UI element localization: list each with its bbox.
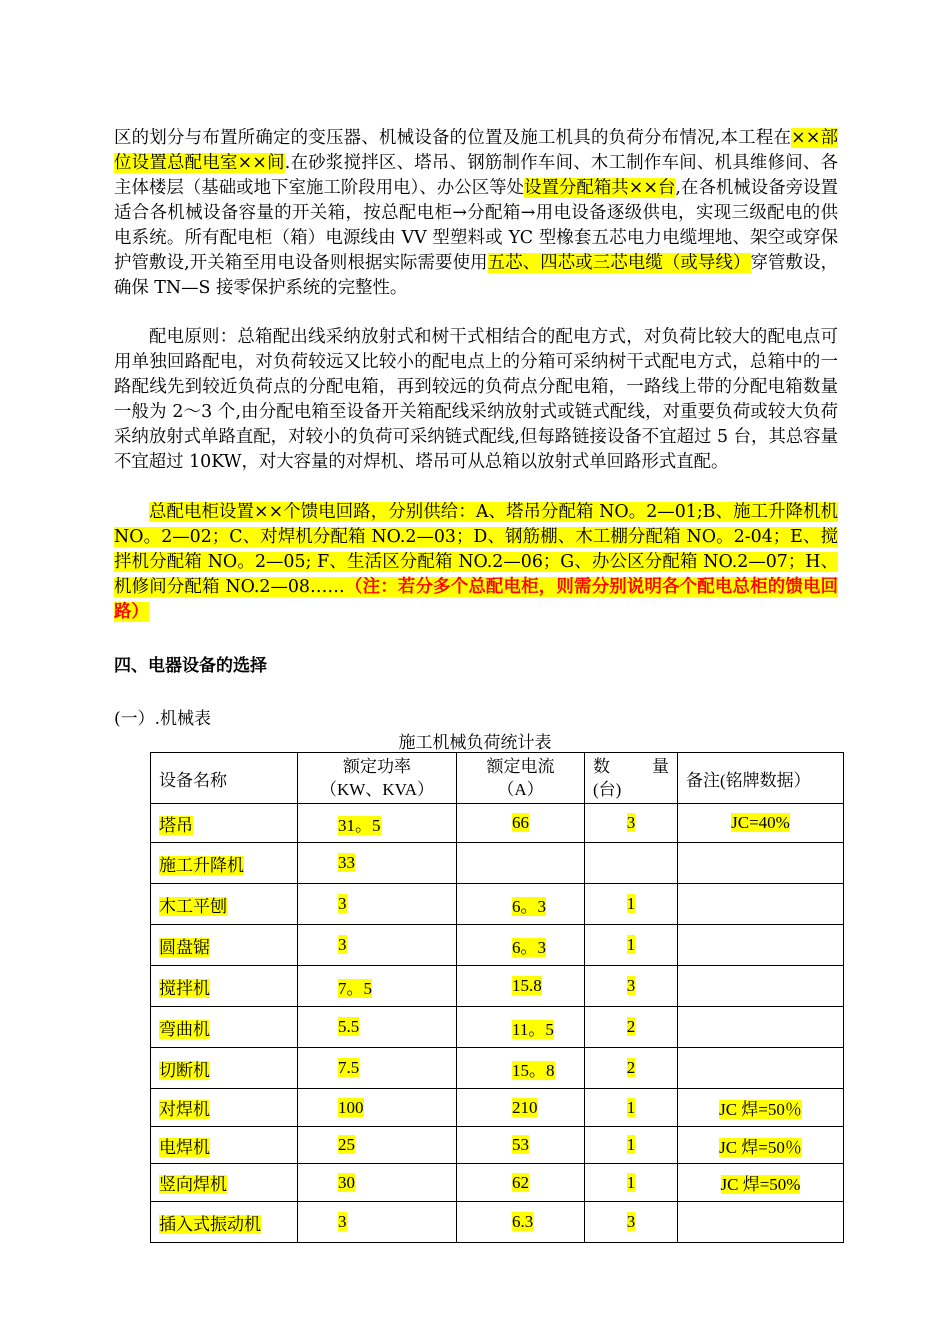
cell-name-text: 搅拌机	[159, 978, 210, 998]
cell-power-text: 5.5	[338, 1017, 360, 1036]
cell-remark	[678, 1007, 844, 1048]
cell-power-text: 3	[338, 1212, 347, 1231]
cell-current-text: 66	[512, 813, 529, 832]
cell-name-text: 木工平刨	[159, 896, 227, 916]
cell-power	[298, 1089, 457, 1127]
cell-name	[151, 966, 298, 1007]
cell-remark-text: JC 焊=50％	[719, 1100, 802, 1119]
cell-power	[298, 966, 457, 1007]
cell-current-text: 210	[512, 1097, 538, 1117]
text-span: .在砂浆搅拌区、塔吊、钢筋制作车间、木工制作车间、机具维修间、各主体楼层（基础或地下室施工阶段用电）、办公区等处	[114, 153, 838, 198]
cell-power	[298, 843, 457, 884]
cell-quantity-text: 2	[626, 1017, 636, 1036]
table-row	[151, 1164, 844, 1202]
table-caption: 施工机械负荷统计表	[398, 733, 552, 753]
cell-power	[298, 1202, 457, 1243]
text-span: 区的划分与布置所确定的变压器、机械设备的位置及施工机具的负荷分布情况,本工程在	[114, 128, 792, 148]
cell-remark	[678, 925, 844, 966]
cell-current	[457, 1202, 585, 1243]
cell-remark	[678, 1202, 844, 1243]
cell-name	[151, 843, 298, 884]
cell-power-text: 33	[338, 853, 355, 872]
header-power-line1: 额定功率	[343, 757, 411, 776]
cell-remark-text: JC=40%	[731, 813, 790, 832]
cell-power	[298, 884, 457, 925]
cell-current-text: 15.8	[512, 976, 542, 995]
cell-current	[457, 925, 585, 966]
table-row	[151, 843, 844, 884]
cell-quantity-text: 1	[626, 1097, 636, 1117]
cell-remark	[678, 966, 844, 1007]
cell-power-text: 3	[338, 935, 347, 954]
cell-remark	[678, 1127, 844, 1164]
table-row	[151, 804, 844, 843]
cell-remark-text: JC 焊=50%	[720, 1175, 801, 1194]
cell-quantity	[585, 966, 678, 1007]
cell-name	[151, 884, 298, 925]
cell-quantity-text: 1	[626, 1135, 636, 1154]
text-span: 配电原则：总箱配出线采纳放射式和树干式相结合的配电方式，对负荷比较大的配电点可用单独回路配电，对负荷较远又比较小的配电点上的分箱可采纳树干式配电方式，总箱中的一路配线先到较近负荷点的分配电箱，再到较远的负荷点分配电箱，一路线上带的分配电箱数量一般为 2～3 个,由分配电箱至设备开关箱配线采纳放射式或链式配线，对重要负荷或较大负荷采纳放射式单路直配，对较小的负荷可采纳链式配线,但每路链接设备不宜超过 5 台，其总容量不宜超过 10KW，对大容量的对焊机、塔吊可从总箱以放射式单回路形式直配。	[114, 327, 838, 472]
cell-name-text: 电焊机	[159, 1137, 210, 1157]
header-quantity-a: 数	[593, 757, 610, 776]
highlighted-text: ××部位设置总配电室××间	[114, 128, 838, 173]
cell-power	[298, 1164, 457, 1202]
cell-current	[457, 1048, 585, 1089]
cell-remark	[678, 884, 844, 925]
cell-name	[151, 1202, 298, 1243]
cell-power-text: 3	[338, 894, 347, 913]
cell-power	[298, 804, 457, 843]
table-row	[151, 925, 844, 966]
cell-quantity	[585, 804, 678, 843]
cell-name	[151, 1007, 298, 1048]
cell-quantity-text: 2	[626, 1058, 636, 1077]
header-remark: 备注(铭牌数据）	[678, 753, 844, 804]
cell-remark	[678, 804, 844, 843]
cell-current	[457, 1007, 585, 1048]
header-power	[298, 753, 457, 804]
cell-quantity-text: 1	[626, 935, 636, 954]
cell-quantity	[585, 1164, 678, 1202]
cell-quantity	[585, 1007, 678, 1048]
header-current-line2: （A）	[497, 780, 544, 799]
cell-quantity	[585, 843, 678, 884]
header-quantity-line1	[593, 755, 677, 778]
cell-power	[298, 925, 457, 966]
cell-current-text: 62	[512, 1172, 529, 1192]
cell-quantity-text: 1	[626, 894, 636, 913]
cell-power	[298, 1007, 457, 1048]
table-row	[151, 966, 844, 1007]
cell-name	[151, 1048, 298, 1089]
cell-power	[298, 1127, 457, 1164]
cell-quantity	[585, 1127, 678, 1164]
table-row	[151, 1127, 844, 1164]
highlighted-text: 设置分配箱共××台	[524, 178, 676, 198]
header-current	[457, 753, 585, 804]
cell-power	[298, 1048, 457, 1089]
header-name: 设备名称	[151, 753, 298, 804]
cell-current	[457, 1127, 585, 1164]
cell-name	[151, 925, 298, 966]
cell-name-text: 施工升降机	[159, 855, 244, 875]
header-current-line1: 额定电流	[486, 757, 555, 776]
cell-current	[457, 966, 585, 1007]
red-note: （注：若分多个总配电柜，则需分别说明各个配电总柜的馈电回路）	[114, 577, 838, 622]
cell-name	[151, 804, 298, 843]
cell-power-text: 30	[338, 1172, 355, 1192]
cell-current-text: 6。3	[512, 896, 546, 916]
machinery-load-table	[150, 752, 844, 1243]
cell-power-text: 100	[338, 1097, 364, 1117]
header-quantity	[585, 753, 678, 804]
table-row	[151, 884, 844, 925]
cell-current	[457, 843, 585, 884]
header-quantity-b: 量	[652, 757, 669, 776]
paragraph-feeder-circuits	[114, 500, 838, 625]
subsection-heading: (一）.机械表	[114, 709, 212, 729]
cell-current	[457, 1164, 585, 1202]
cell-current-text: 53	[512, 1135, 529, 1154]
cell-name-text: 插入式振动机	[159, 1214, 261, 1234]
header-quantity-line2: (台)	[593, 780, 622, 799]
cell-remark	[678, 843, 844, 884]
cell-remark-text: JC 焊=50％	[719, 1137, 802, 1157]
cell-remark	[678, 1164, 844, 1202]
cell-quantity-text: 3	[626, 813, 636, 832]
cell-quantity	[585, 1202, 678, 1243]
paragraph-power-layout	[114, 126, 838, 301]
text-span: ,在各机械设备旁设置适合各机械设备容量的开关箱，按总配电柜→分配箱→用电设备逐级供电，实现三级配电的供电系统。所有配电柜（箱）电源线由 VV 型塑料或 YC 型橡套五芯电力电缆埋地、架空或穿保护管敷设,开关箱至用电设备则根据实际需要使用	[114, 178, 838, 273]
section-heading: 四、电器设备的选择	[114, 656, 267, 676]
cell-current-text: 6.3	[512, 1212, 534, 1231]
cell-current	[457, 1089, 585, 1127]
cell-power-text: 31。5	[338, 815, 381, 835]
highlighted-text: 五芯、四芯或三芯电缆（或导线）	[487, 253, 751, 273]
cell-power-text: 25	[338, 1135, 355, 1154]
cell-quantity	[585, 925, 678, 966]
cell-name	[151, 1089, 298, 1127]
cell-quantity	[585, 1048, 678, 1089]
highlighted-text: 总配电柜设置××个馈电回路，分别供给：A、塔吊分配箱 NO。2—01;B、施工升降机机 NO。2—02；C、对焊机分配箱 NO.2—03；D、钢筋棚、木工棚分配箱 NO。2-04；E、搅拌机分配箱 NO。2—05; F、生活区分配箱 NO.2—06；G、办公区分配箱 NO.2—07；H、机修间分配箱 NO.2—08……	[114, 502, 838, 597]
cell-current-text: 11。5	[512, 1019, 554, 1039]
cell-power-text: 7.5	[338, 1058, 360, 1077]
table-row	[151, 1089, 844, 1127]
cell-name-text: 对焊机	[159, 1100, 210, 1119]
table-row	[151, 1202, 844, 1243]
cell-quantity-text: 3	[626, 976, 636, 995]
cell-name-text: 圆盘锯	[159, 937, 210, 957]
cell-quantity-text: 1	[626, 1172, 636, 1192]
text-span: 穿管敷设，确保 TN—S 接零保护系统的完整性。	[114, 253, 838, 298]
table-row	[151, 1048, 844, 1089]
table-row	[151, 1007, 844, 1048]
cell-current-text: 6。3	[512, 937, 546, 957]
header-power-line2: （KW、KVA）	[320, 780, 434, 799]
cell-name	[151, 1127, 298, 1164]
cell-name-text: 塔吊	[159, 815, 193, 835]
cell-name	[151, 1164, 298, 1202]
paragraph-distribution-principle	[114, 325, 838, 475]
cell-quantity-text: 3	[626, 1212, 636, 1231]
table-body	[151, 804, 844, 1243]
cell-name-text: 切断机	[159, 1060, 210, 1080]
cell-current	[457, 884, 585, 925]
cell-current-text: 15。8	[512, 1060, 555, 1080]
cell-name-text: 弯曲机	[159, 1019, 210, 1039]
table-header-row	[151, 753, 844, 804]
cell-name-text: 竖向焊机	[159, 1175, 227, 1194]
cell-quantity	[585, 884, 678, 925]
cell-power-text: 7。5	[338, 978, 372, 998]
cell-current	[457, 804, 585, 843]
cell-remark	[678, 1089, 844, 1127]
cell-remark	[678, 1048, 844, 1089]
cell-quantity	[585, 1089, 678, 1127]
